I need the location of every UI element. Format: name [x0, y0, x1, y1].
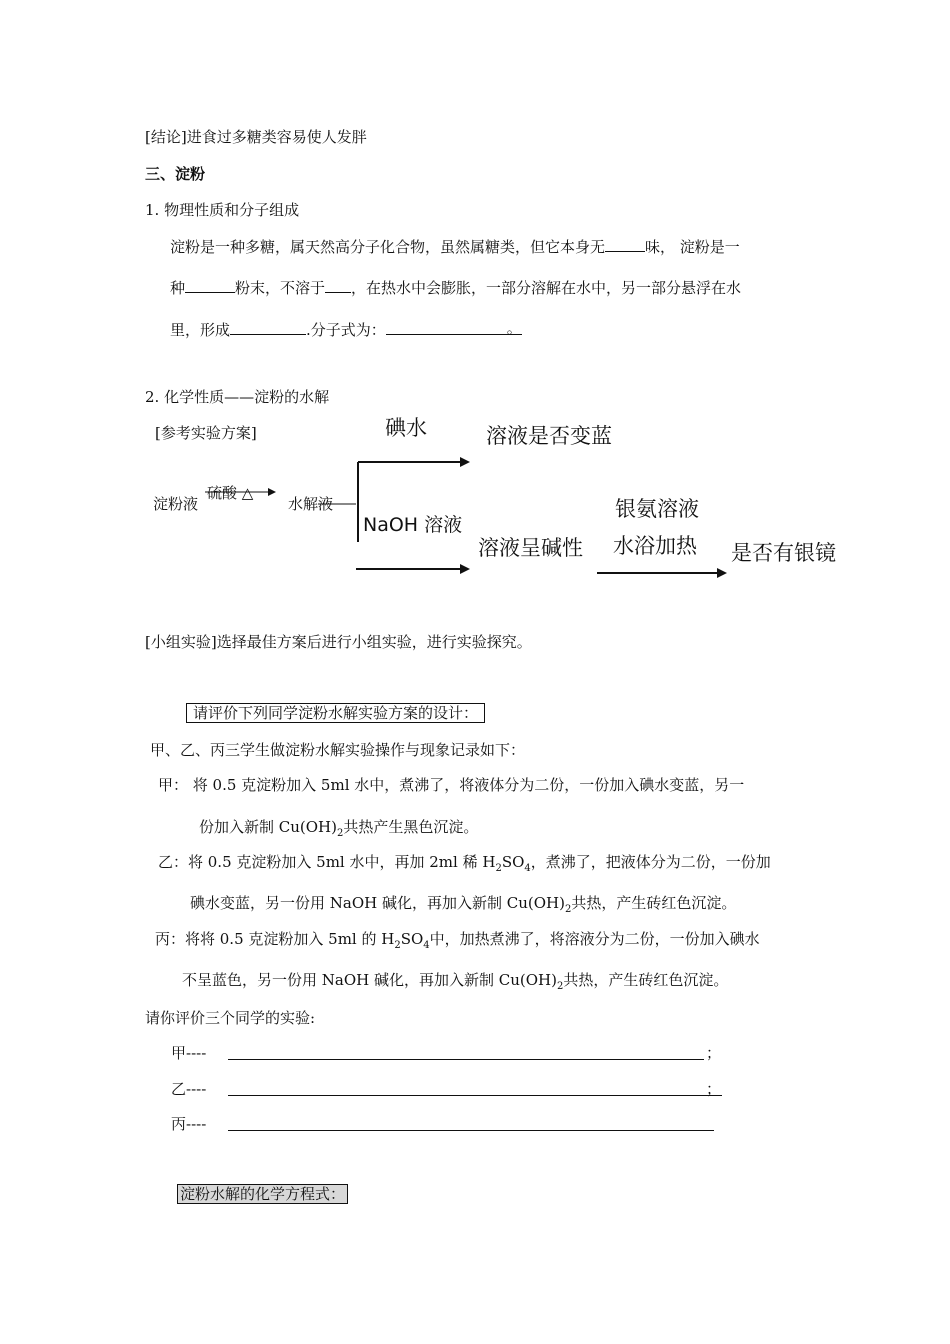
flow-silver-ammonia: 银氨溶液 [615, 497, 699, 521]
yi-line1-b: SO [501, 853, 525, 871]
flow-silver-mirror: 是否有银镜 [731, 541, 836, 565]
jia-line2-a: 份加入新制 Cu(OH) [199, 818, 337, 836]
conclusion-text: [结论]进食过多糖类容易使人发胖 [145, 128, 367, 146]
flow-condition: 硫酸 △ [207, 484, 254, 502]
group-experiment-text: [小组实验]选择最佳方案后进行小组实验，进行实验探究。 [145, 633, 532, 651]
item1-line2-a: 种 [170, 279, 186, 297]
yi-line1-sub1: 2 [495, 863, 502, 874]
yi-line1-sub2: 4 [524, 863, 531, 874]
item1-line2-b: 粉末，不溶于 [235, 279, 326, 297]
flow-blue-check: 溶液是否变蓝 [486, 424, 612, 448]
bing-line2-sub: 2 [556, 981, 564, 992]
item1-line2-c: ，在热水中会膨胀，一部分溶解在水中，另一部分悬浮在水 [351, 279, 742, 297]
bing-line1-a: 丙：将将 0.5 克淀粉加入 5ml 的 H [155, 930, 395, 948]
yi-line2 [190, 893, 736, 920]
equation-box [177, 1184, 348, 1204]
flow-hydrolysate: 水解液 [288, 495, 334, 513]
flow-naoh: NaOH 溶液 [363, 514, 463, 536]
item1-line3-c: 。 [506, 319, 522, 337]
answer-bing-line[interactable] [228, 1130, 714, 1131]
yi-line2-a: 碘水变蓝，另一份用 NaOH 碱化，再加入新制 Cu(OH) [190, 894, 565, 912]
flow-starch-solution: 淀粉液 [153, 495, 199, 513]
flow-alkaline: 溶液呈碱性 [478, 536, 583, 560]
answer-bing-label: 丙---- [171, 1115, 207, 1133]
yi-line1 [158, 852, 771, 879]
item1-line3-a: 里，形成 [170, 321, 231, 339]
jia-line2-b: 共热产生黑色沉淀。 [343, 818, 479, 836]
bing-line1-b: SO [400, 930, 424, 948]
answer-jia-line[interactable] [228, 1059, 704, 1060]
evaluate-prompt: 请你评价三个同学的实验: [145, 1009, 316, 1027]
bing-line1 [155, 929, 760, 956]
arrow-silver-ammonia-head [717, 568, 727, 578]
answer-yi-label: 乙---- [171, 1080, 207, 1098]
answer-yi-end: ； [706, 1080, 722, 1098]
yi-line1-a: 乙：将 0.5 克淀粉加入 5ml 水中，再加 2ml 稀 H [158, 853, 496, 871]
item2-heading: 2. 化学性质——淀粉的水解 [145, 388, 330, 406]
bing-line1-sub1: 2 [394, 940, 401, 951]
yi-line2-b: 共热，产生砖红色沉淀。 [571, 894, 737, 912]
item1-line3-b: .分子式为： [306, 321, 386, 339]
item1-heading: 1. 物理性质和分子组成 [145, 201, 300, 219]
jia-line2 [199, 817, 478, 844]
answer-jia-end: ； [706, 1044, 722, 1062]
bing-line2-b: 共热，产生砖红色沉淀。 [563, 971, 729, 989]
bing-line1-sub2: 4 [423, 940, 430, 951]
yi-line2-sub: 2 [564, 904, 572, 915]
bing-line1-c: 中，加热煮沸了，将溶液分为二份，一份加入碘水 [429, 930, 760, 948]
equation-box-label: 淀粉水解的化学方程式： [177, 1184, 348, 1204]
bing-line2-a: 不呈蓝色，另一份用 NaOH 碱化，再加入新制 Cu(OH) [182, 971, 557, 989]
answer-jia-label: 甲---- [171, 1044, 207, 1062]
jia-line1: 甲： 将 0.5 克淀粉加入 5ml 水中，煮沸了，将液体分为二份，一份加入碘水变蓝，另一 [158, 776, 745, 794]
flow-iodine: 碘水 [385, 416, 427, 440]
arrow-iodine-head [460, 457, 470, 467]
section-heading-starch: 三、淀粉 [145, 165, 206, 183]
evaluate-box [186, 703, 485, 723]
bing-line2 [182, 970, 728, 997]
intro-text: 甲、乙、丙三学生做淀粉水解实验操作与现象记录如下： [150, 741, 526, 759]
item1-line1-a: 淀粉是一种多糖，属天然高分子化合物，虽然属糖类，但它本身无 [170, 238, 606, 256]
evaluate-box-label: 请评价下列同学淀粉水解实验方案的设计： [186, 703, 485, 723]
arrow-naoh-head [460, 564, 470, 574]
item1-line1-b: 味， 淀粉是一 [645, 238, 740, 256]
yi-line1-c: ，煮沸了，把液体分为二份，一份加 [530, 853, 771, 871]
jia-line2-sub: 2 [337, 828, 344, 839]
arrow-acid-hydrolysis-head [268, 488, 276, 496]
reference-plan-label: [参考实验方案] [155, 424, 257, 442]
answer-yi-line[interactable] [228, 1095, 722, 1096]
flow-water-bath: 水浴加热 [613, 534, 697, 558]
